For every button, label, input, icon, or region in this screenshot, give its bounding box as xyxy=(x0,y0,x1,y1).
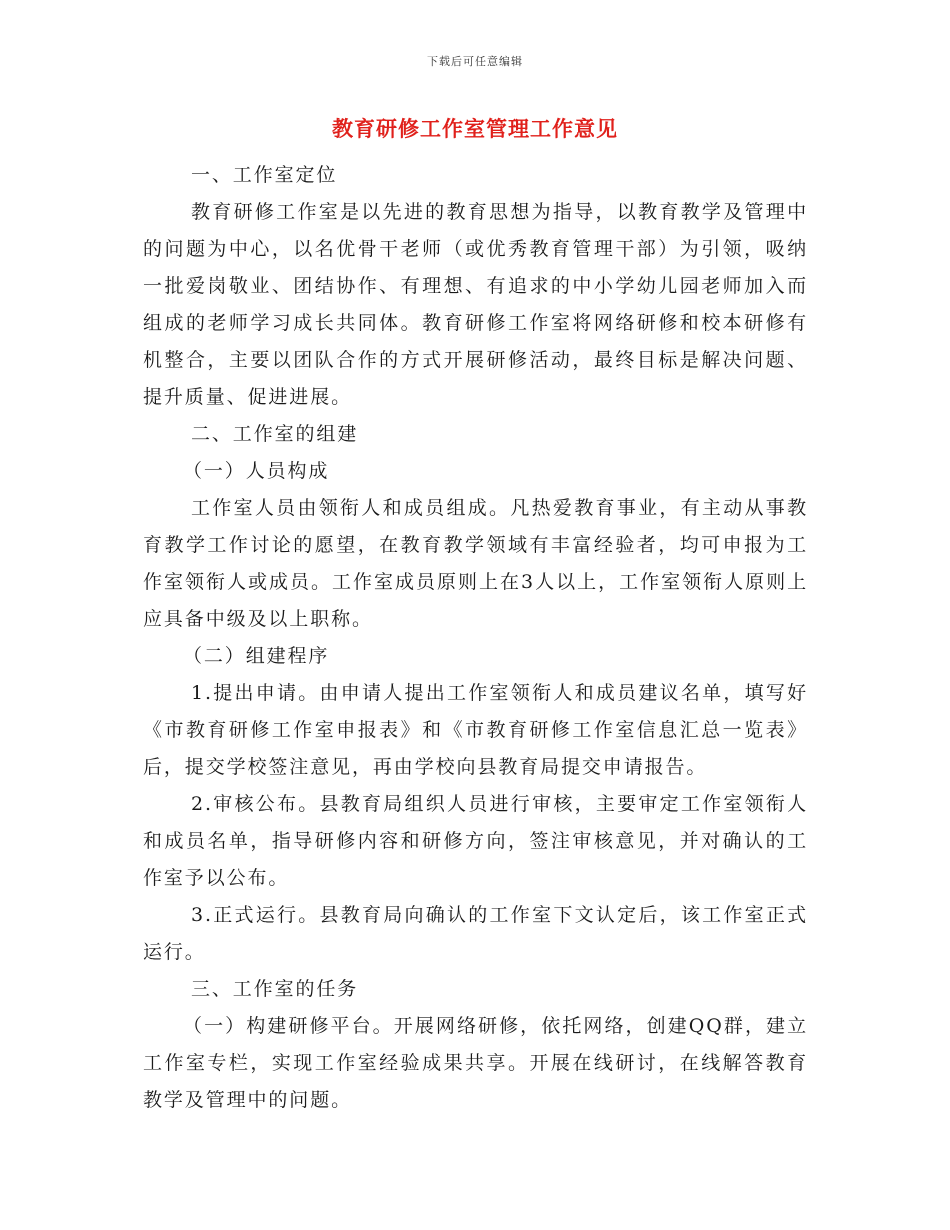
subsection-heading: （二）组建程序 xyxy=(183,645,330,667)
body-paragraph: 1.提出申请。由申请人提出工作室领衔人和成员建议名单，填写好《市教育研修工作室申报表》和《市教育研修工作室信息汇总一览表》后，提交学校签注意见，再由学校向县教育局提交申请报告。 xyxy=(143,682,808,778)
body-paragraph: 2.审核公布。县教育局组织人员进行审核，主要审定工作室领衔人和成员名单，指导研修内容和研修方向，签注审核意见，并对确认的工作室予以公布。 xyxy=(143,793,808,889)
subsection-heading: （一）人员构成 xyxy=(183,460,330,482)
header-note: 下载后可任意编辑 xyxy=(427,55,523,68)
body-paragraph: 教育研修工作室是以先进的教育思想为指导，以教育教学及管理中的问题为中心，以名优骨干老师（或优秀教育管理干部）为引领，吸纳一批爱岗敬业、团结协作、有理想、有追求的中小学幼儿园老师加入而组成的老师学习成长共同体。教育研修工作室将网络研修和校本研修有机整合，主要以团队合作的方式开展研修活动，最终目标是解决问题、提升质量、促进进展。 xyxy=(143,201,808,408)
document-body xyxy=(143,157,808,1119)
section-heading-1: 一、工作室定位 xyxy=(191,164,338,186)
body-paragraph: 工作室人员由领衔人和成员组成。凡热爱教育事业，有主动从事教育教学工作讨论的愿望，在教育教学领域有丰富经验者，均可申报为工作室领衔人或成员。工作室成员原则上在3人以上，工作室领衔人原则上应具备中级及以上职称。 xyxy=(143,497,808,630)
body-paragraph: 3.正式运行。县教育局向确认的工作室下文认定后，该工作室正式运行。 xyxy=(143,904,808,963)
body-paragraph: （一）构建研修平台。开展网络研修，依托网络，创建QQ群，建立工作室专栏，实现工作室经验成果共享。开展在线研讨，在线解答教育教学及管理中的问题。 xyxy=(143,1015,808,1111)
section-heading-2: 二、工作室的组建 xyxy=(191,423,359,445)
section-heading-3: 三、工作室的任务 xyxy=(191,978,359,1000)
document-title: 教育研修工作室管理工作意见 xyxy=(332,116,618,141)
